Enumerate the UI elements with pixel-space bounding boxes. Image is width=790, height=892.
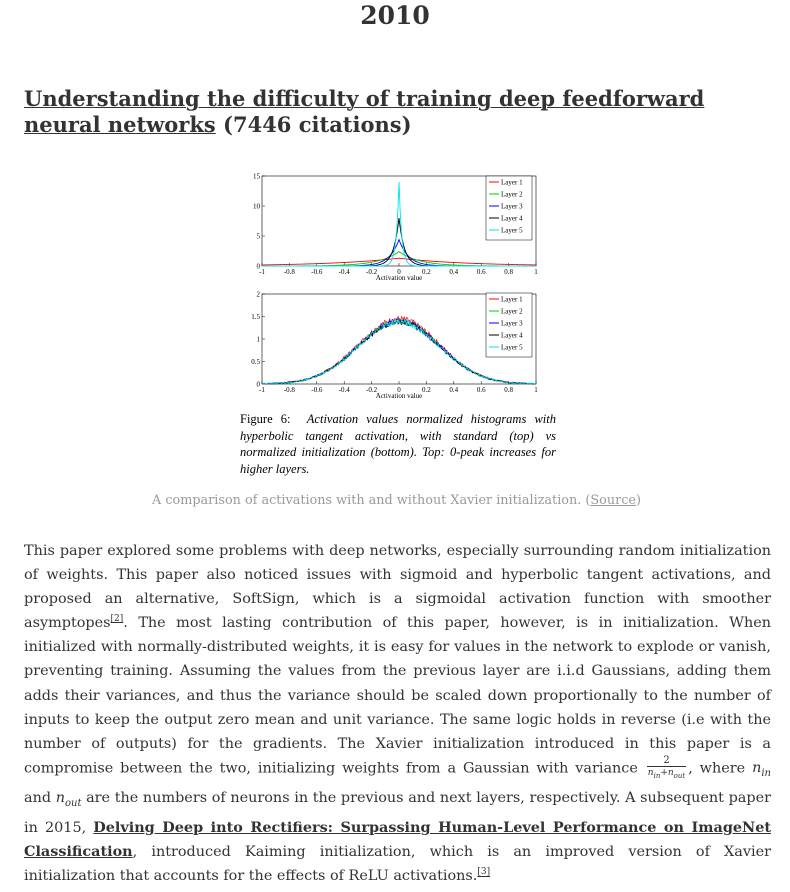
x-tick-label: -0.8 — [283, 386, 295, 394]
y-tick-label: 0 — [256, 262, 260, 271]
image-caption-suffix: ) — [635, 493, 641, 508]
year-heading: 2010 — [360, 1, 430, 30]
image-caption-text: A comparison of activations with and without Xavier initialization. ( — [152, 493, 591, 508]
body-text-2: . The most lasting contribution of this paper, however, is in initialization. When initialized with normally-distributed weights, it is easy for values in the network to explode or vanish, preventing training. Assuming the values from the previous layer are i.i.d Gaussians, adding them adds their variances, and thus the variance should be scaled down proportionally to the number of inputs to keep the output zero mean and unit variance. The same logic holds in reverse (i.e with the number of outputs) for the gradients. The Xavier initialization introduced in this paper is a compromise between the two, initializing weights from a Gaussian with variance — [24, 615, 771, 777]
x-tick-label: -0.2 — [366, 268, 378, 276]
legend-label: Layer 3 — [501, 319, 523, 328]
paper-title-link[interactable]: Understanding the difficulty of training deep feedforward neural networks — [24, 86, 705, 137]
figure-plots — [236, 166, 556, 406]
x-tick-label: 0.2 — [422, 386, 431, 394]
x-tick-label: 0.8 — [504, 386, 513, 394]
x-tick-label: 0.4 — [449, 268, 459, 276]
x-tick-label: -0.8 — [283, 268, 295, 276]
footnote-ref-2 — [111, 614, 124, 624]
fraction-numerator: 2 — [647, 756, 686, 767]
fraction-denominator: $n_{in}+n_{out}$ — [647, 767, 686, 780]
body-text-4: and — [24, 790, 56, 807]
x-tick-label: -0.4 — [338, 386, 350, 394]
figure-caption — [240, 411, 556, 477]
figure-caption-body: Activation values normalized histograms with hyperbolic tangent activation, with standard (top) vs normalized initialization (bottom). Top: 0-peak increases for higher layers. — [240, 412, 556, 476]
legend-label: Layer 5 — [501, 343, 523, 352]
x-tick-label: 0.6 — [476, 268, 486, 276]
body-text-1: This paper explored some problems with deep networks, especially surrounding random initialization of weights. This paper also noticed issues with sigmoid and hyperbolic tangent activations, and proposed an alternative, SoftSign, which is a sigmoidal activation function with smoother asymptopes — [24, 543, 771, 632]
legend-label: Layer 5 — [501, 226, 523, 235]
body-text-3: , where — [688, 760, 753, 777]
x-tick-label: -0.2 — [366, 386, 378, 394]
image-caption — [0, 492, 790, 510]
y-tick-label: 5 — [256, 232, 260, 241]
x-tick-label: 0.6 — [476, 386, 486, 394]
y-tick-label: 2 — [256, 290, 260, 299]
x-tick-label: -0.4 — [338, 268, 350, 276]
citation-count: (7446 citations) — [223, 112, 412, 137]
n-out-symbol: $n_{out}$ — [55, 790, 82, 810]
x-tick-label: 0 — [397, 386, 401, 394]
x-tick-label: -0.6 — [311, 386, 323, 394]
paper-heading — [24, 86, 764, 138]
variance-fraction — [647, 756, 686, 781]
y-tick-label: 10 — [253, 202, 260, 211]
x-tick-label: 1 — [534, 386, 538, 394]
kaiming-paper-link[interactable]: Delving Deep into Rectifiers: Surpassing Human-Level Performance on ImageNet Classification — [24, 819, 771, 861]
source-link[interactable]: Source — [590, 493, 636, 508]
y-tick-label: 1 — [256, 335, 260, 344]
n-in-symbol: $n_{in}$ — [752, 760, 771, 780]
x-tick-label: -1 — [259, 386, 265, 394]
y-tick-label: 15 — [253, 172, 260, 181]
footnote-link-3[interactable]: [3] — [477, 867, 491, 878]
x-tick-label: -1 — [259, 268, 265, 276]
x-tick-label: 0.8 — [504, 268, 513, 276]
legend-label: Layer 1 — [501, 295, 523, 304]
x-axis-label: Activation value — [375, 392, 423, 400]
y-tick-label: 0 — [256, 380, 260, 389]
x-tick-label: 0 — [397, 268, 401, 276]
body-text-5: are the numbers of neurons in the previous and next layers, respectively. A subsequent paper in 2015, — [24, 790, 771, 837]
legend-label: Layer 2 — [501, 307, 523, 316]
legend-label: Layer 4 — [501, 214, 523, 223]
footnote-link-2[interactable]: [2] — [110, 614, 124, 625]
x-tick-label: 1 — [534, 268, 538, 276]
bottom-panel — [251, 291, 538, 401]
figure-caption-prefix: Figure 6: — [240, 412, 291, 426]
legend-label: Layer 3 — [501, 202, 523, 211]
body-paragraph — [24, 539, 771, 888]
x-tick-label: -0.6 — [311, 268, 323, 276]
legend-label: Layer 4 — [501, 331, 523, 340]
top-panel — [253, 173, 538, 283]
x-tick-label: 0.2 — [422, 268, 431, 276]
x-axis-label: Activation value — [375, 274, 423, 282]
y-tick-label: 1.5 — [251, 313, 260, 321]
y-tick-label: 0.5 — [251, 358, 260, 366]
body-text-6: , introduced Kaiming initialization, which is an improved version of Xavier initialization that accounts for the effects of ReLU activations. — [24, 844, 771, 885]
legend-label: Layer 2 — [501, 190, 523, 199]
legend-label: Layer 1 — [501, 178, 523, 187]
x-tick-label: 0.4 — [449, 386, 459, 394]
footnote-ref-3 — [477, 868, 490, 878]
